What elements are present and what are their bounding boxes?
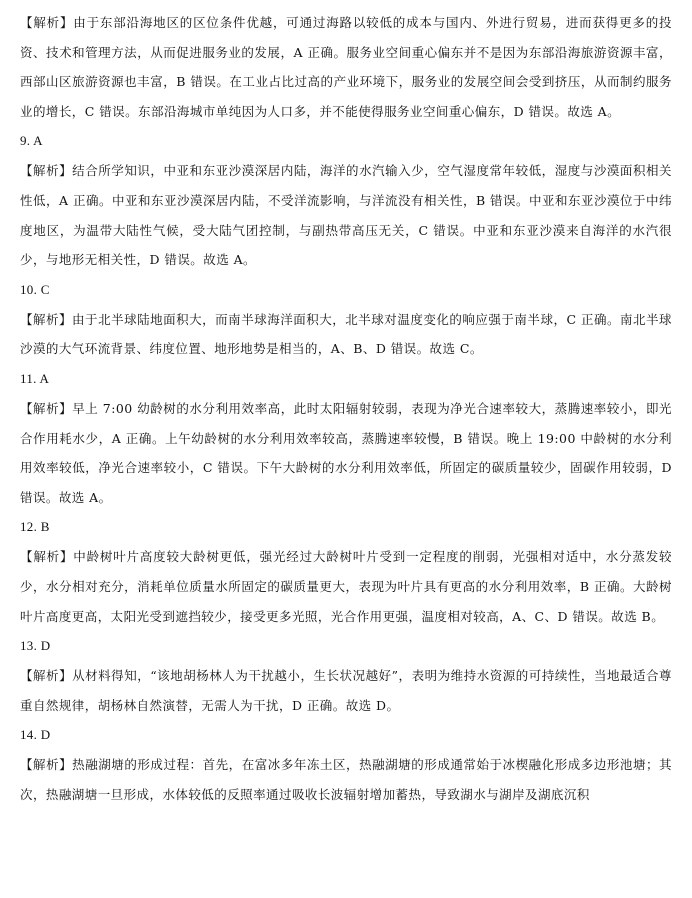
answer-label: 9. A — [20, 133, 43, 149]
analysis-tag: 【解析】 — [20, 549, 74, 565]
answer-label: 10. C — [20, 281, 50, 297]
analysis-text: 由于东部沿海地区的区位条件优越，可通过海路以较低的成本与国内、外进行贸易，进而获得更多的投资、技术和管理方法，从而促进服务业的发展，A 正确。服务业空间重心偏东并不是因为东部沿海旅游资源丰富，西部山区旅游资源也丰富，B 错误。在工业占比过高的产业环境下，服务业的发展空间会受到挤压，从而制约服务业的增长，C 错误。东部沿海城市单纯因为人口多，并不能使得服务业空间重心偏东，D 错误。故选 A。 — [20, 15, 672, 119]
answer-label: 12. B — [20, 519, 50, 535]
analysis-tag: 【解析】 — [20, 400, 73, 416]
answer-item-9 — [20, 126, 672, 274]
analysis-tag: 【解析】 — [20, 668, 73, 684]
analysis-tag: 【解析】 — [20, 15, 74, 30]
analysis-paragraph — [20, 305, 672, 364]
answer-item-10 — [20, 275, 672, 364]
analysis-tag: 【解析】 — [20, 311, 73, 327]
analysis-text: 早上 7:00 幼龄树的水分利用效率高，此时太阳辐射较弱，表现为净光合速率较大，蒸腾速率较小，即光合作用耗水少，A 正确。上午幼龄树的水分利用效率较高，蒸腾速率较慢，B 错误。晚上 19:00 中龄树的水分利用效率较低，净光合速率较小，C 错误。下午大龄树的水分利用效率低，所固定的碳质量较少，固碳作用较弱，D 错误。故选 A。 — [20, 400, 672, 505]
answer-item-12 — [20, 512, 672, 631]
answer-item-13 — [20, 631, 672, 720]
answer-item-8 — [20, 8, 672, 126]
analysis-tag: 【解析】 — [20, 757, 73, 773]
analysis-text: 中龄树叶片高度较大龄树更低，强光经过大龄树叶片受到一定程度的削弱，光强相对适中，水分蒸发较少，水分相对充分，消耗单位质量水所固定的碳质量更大，表现为叶片具有更高的水分利用效率，B 正确。大龄树叶片高度更高，太阳光受到遮挡较少，接受更多光照，光合作用更强，温度相对较高，A、C、D 错误。故选 B。 — [20, 549, 672, 624]
answer-label: 13. D — [20, 638, 51, 654]
answer-item-11 — [20, 364, 672, 512]
analysis-paragraph — [20, 156, 672, 274]
analysis-paragraph — [20, 8, 672, 126]
analysis-paragraph — [20, 661, 672, 720]
analysis-tag: 【解析】 — [20, 163, 73, 179]
analysis-paragraph — [20, 542, 672, 631]
analysis-paragraph — [20, 750, 672, 809]
answer-label: 14. D — [20, 727, 51, 743]
analysis-text: 由于北半球陆地面积大，而南半球海洋面积大，北半球对温度变化的响应强于南半球，C 正确。南北半球沙漠的大气环流背景、纬度位置、地形地势是相当的，A、B、D 错误。故选 C。 — [20, 311, 672, 357]
answer-item-14 — [20, 720, 672, 809]
analysis-text: 热融湖塘的形成过程：首先，在富冰多年冻土区，热融湖塘的形成通常始于冰楔融化形成多边形池塘；其次，热融湖塘一旦形成，水体较低的反照率通过吸收长波辐射增加蓄热，导致湖水与湖岸及湖底沉积 — [20, 757, 672, 802]
answer-label: 11. A — [20, 370, 50, 386]
analysis-text: 结合所学知识，中亚和东亚沙漠深居内陆，海洋的水汽输入少，空气湿度常年较低，湿度与沙漠面积相关性低，A 正确。中亚和东亚沙漠深居内陆，不受洋流影响，与洋流没有相关性，B 错误。中亚和东亚沙漠位于中纬度地区，为温带大陆性气候，受大陆气团控制，与副热带高压无关，C 错误。中亚和东亚沙漠来自海洋的水汽很少，与地形无相关性，D 错误。故选 A。 — [20, 163, 672, 268]
analysis-text: 从材料得知，“该地胡杨林人为干扰越小，生长状况越好”，表明为维持水资源的可持续性，当地最适合尊重自然规律，胡杨林自然演替，无需人为干扰，D 正确。故选 D。 — [20, 668, 672, 713]
analysis-paragraph — [20, 394, 672, 512]
